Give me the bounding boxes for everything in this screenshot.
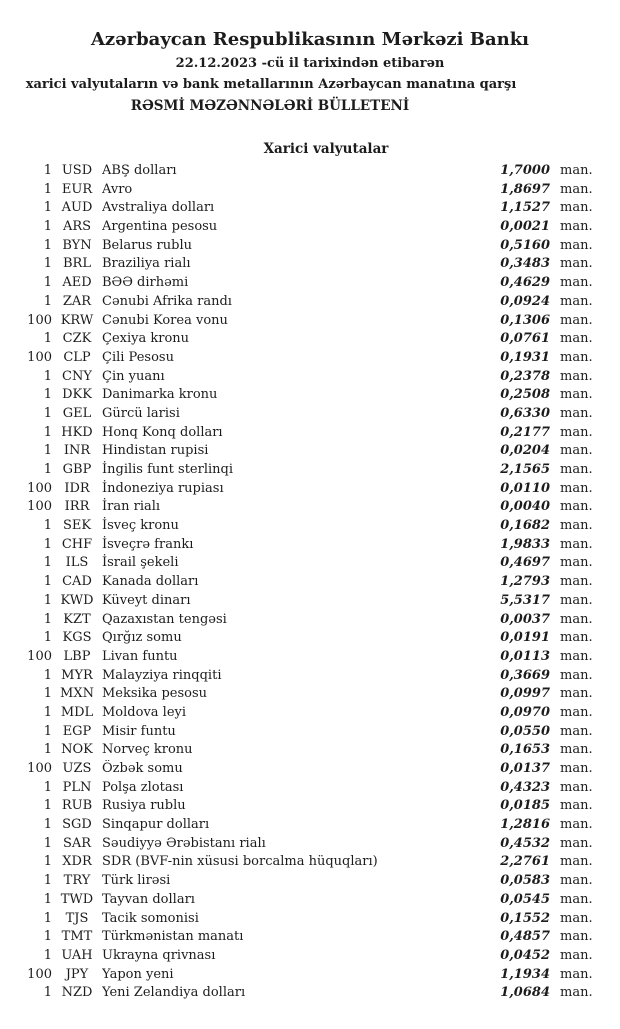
rate-value-cell: 0,4697 bbox=[500, 555, 550, 571]
table-row bbox=[0, 779, 600, 798]
currency-name-cell: İsrail şekeli bbox=[102, 555, 179, 571]
currency-code-cell: SEK bbox=[62, 518, 92, 534]
currency-code-cell: EGP bbox=[62, 723, 92, 739]
rate-value-cell: 2,1565 bbox=[500, 462, 550, 477]
quantity-cell: 1 bbox=[43, 555, 52, 571]
table-row bbox=[0, 330, 600, 349]
unit-cell: man. bbox=[560, 219, 593, 235]
currency-code-cell: MYR bbox=[61, 667, 93, 683]
table-row bbox=[0, 386, 600, 405]
unit-cell: man. bbox=[560, 237, 593, 253]
currency-name-cell: Argentina pesosu bbox=[102, 219, 218, 235]
table-row bbox=[0, 872, 600, 891]
quantity-cell: 1 bbox=[43, 256, 52, 272]
unit-cell: man. bbox=[560, 835, 593, 851]
rate-value-cell: 0,4532 bbox=[500, 835, 550, 851]
rate-value-cell: 2,2761 bbox=[500, 854, 550, 870]
currency-code-cell: MDL bbox=[60, 704, 94, 720]
quantity-cell: 1 bbox=[43, 985, 52, 1001]
unit-cell: man. bbox=[560, 686, 593, 702]
currency-name-cell: Polşa zlotası bbox=[102, 779, 184, 795]
quantity-cell: 1 bbox=[43, 817, 52, 833]
currency-code-cell: NOK bbox=[61, 742, 93, 758]
quantity-cell: 1 bbox=[43, 686, 52, 702]
currency-code-cell: INR bbox=[63, 443, 91, 459]
currency-name-cell: İndoneziya rupiası bbox=[102, 480, 224, 496]
table-row bbox=[0, 293, 600, 312]
table-row bbox=[0, 984, 600, 1003]
currency-name-cell: Kanada dolları bbox=[102, 574, 199, 590]
currency-code-cell: CAD bbox=[62, 574, 92, 590]
rate-value-cell: 0,2508 bbox=[500, 387, 550, 403]
rate-value-cell: 0,3483 bbox=[500, 256, 550, 272]
currency-name-cell: Braziliya rialı bbox=[102, 256, 191, 272]
currency-code-cell: KZT bbox=[63, 611, 91, 627]
unit-cell: man. bbox=[560, 630, 593, 646]
quantity-cell: 1 bbox=[43, 630, 52, 646]
currency-name-cell: Qazaxıstan tengəsi bbox=[102, 611, 227, 627]
quantity-cell: 100 bbox=[27, 312, 52, 328]
unit-cell: man. bbox=[560, 929, 593, 945]
unit-cell: man. bbox=[560, 518, 593, 534]
currency-code-cell: TRY bbox=[63, 873, 91, 889]
currency-code-cell: GBP bbox=[62, 462, 92, 477]
unit-cell: man. bbox=[560, 798, 593, 814]
currency-name-cell: Özbək somu bbox=[102, 761, 183, 776]
rate-value-cell: 0,0137 bbox=[500, 761, 550, 776]
rate-value-cell: 1,1527 bbox=[500, 200, 550, 216]
rate-value-cell: 0,0761 bbox=[500, 331, 550, 347]
table-row bbox=[0, 442, 600, 461]
currency-name-cell: Səudiyyə Ərəbistanı rialı bbox=[102, 835, 266, 851]
unit-cell: man. bbox=[560, 611, 593, 627]
table-row bbox=[0, 312, 600, 331]
currency-code-cell: CNY bbox=[62, 368, 92, 384]
currency-name-cell: Tayvan dolları bbox=[102, 891, 195, 907]
table-row bbox=[0, 723, 600, 742]
rate-value-cell: 1,2816 bbox=[500, 817, 550, 833]
currency-name-cell: ABŞ dolları bbox=[102, 163, 177, 178]
currency-name-cell: Çin yuanı bbox=[102, 368, 165, 384]
quantity-cell: 1 bbox=[43, 462, 52, 477]
rate-value-cell: 0,0583 bbox=[500, 873, 550, 889]
unit-cell: man. bbox=[560, 499, 593, 515]
currency-name-cell: İran rialı bbox=[102, 499, 161, 515]
table-row bbox=[0, 199, 600, 218]
unit-cell: man. bbox=[560, 966, 593, 982]
table-row bbox=[0, 237, 600, 256]
quantity-cell: 1 bbox=[43, 929, 52, 945]
unit-cell: man. bbox=[560, 574, 593, 590]
unit-cell: man. bbox=[560, 742, 593, 758]
table-row bbox=[0, 536, 600, 555]
rate-value-cell: 0,1306 bbox=[500, 312, 550, 328]
unit-cell: man. bbox=[560, 723, 593, 739]
currency-code-cell: KGS bbox=[62, 630, 92, 646]
currency-name-cell: SDR (BVF-nin xüsusi borcalma hüquqları) bbox=[102, 854, 378, 870]
currency-code-cell: IDR bbox=[64, 480, 90, 496]
table-row bbox=[0, 424, 600, 443]
rate-value-cell: 0,6330 bbox=[500, 405, 550, 421]
currency-name-cell: Moldova leyi bbox=[102, 704, 187, 720]
currency-code-cell: BRL bbox=[63, 256, 91, 272]
currency-code-cell: AED bbox=[62, 275, 92, 291]
quantity-cell: 1 bbox=[43, 368, 52, 384]
unit-cell: man. bbox=[560, 648, 593, 664]
currency-name-cell: Misir funtu bbox=[102, 723, 176, 739]
bank-name: Azərbaycan Respublikasının Mərkəzi Bankı bbox=[90, 29, 530, 50]
table-row bbox=[0, 629, 600, 648]
rate-value-cell: 0,5160 bbox=[500, 237, 550, 253]
unit-cell: man. bbox=[560, 349, 593, 365]
currency-name-cell: BƏƏ dirhəmi bbox=[102, 275, 189, 291]
quantity-cell: 1 bbox=[43, 611, 52, 627]
rate-value-cell: 0,0970 bbox=[500, 704, 550, 720]
table-row bbox=[0, 255, 600, 274]
currency-code-cell: KWD bbox=[60, 592, 94, 608]
quantity-cell: 1 bbox=[43, 947, 52, 963]
unit-cell: man. bbox=[560, 704, 593, 720]
unit-cell: man. bbox=[560, 163, 593, 178]
unit-cell: man. bbox=[560, 592, 593, 608]
currency-code-cell: KRW bbox=[60, 312, 94, 328]
table-row bbox=[0, 461, 600, 480]
unit-cell: man. bbox=[560, 331, 593, 347]
currency-name-cell: Meksika pesosu bbox=[102, 686, 208, 702]
unit-cell: man. bbox=[560, 536, 593, 552]
currency-name-cell: Rusiya rublu bbox=[102, 798, 186, 814]
quantity-cell: 1 bbox=[43, 779, 52, 795]
quantity-cell: 1 bbox=[43, 704, 52, 720]
rate-value-cell: 0,4629 bbox=[500, 275, 550, 291]
unit-cell: man. bbox=[560, 200, 593, 216]
rate-value-cell: 1,1934 bbox=[500, 966, 550, 982]
currency-name-cell: Yapon yeni bbox=[102, 966, 174, 982]
quantity-cell: 1 bbox=[43, 592, 52, 608]
unit-cell: man. bbox=[560, 293, 593, 309]
table-row bbox=[0, 760, 600, 779]
table-row bbox=[0, 573, 600, 592]
rate-value-cell: 0,0545 bbox=[500, 891, 550, 907]
quantity-cell: 1 bbox=[43, 835, 52, 851]
unit-cell: man. bbox=[560, 873, 593, 889]
currency-name-cell: Norveç kronu bbox=[102, 742, 193, 758]
unit-cell: man. bbox=[560, 256, 593, 272]
unit-cell: man. bbox=[560, 985, 593, 1001]
unit-cell: man. bbox=[560, 405, 593, 421]
currency-code-cell: MXN bbox=[60, 686, 94, 702]
currency-code-cell: DKK bbox=[62, 387, 92, 403]
currency-code-cell: ARS bbox=[62, 219, 92, 235]
currency-name-cell: Qırğız somu bbox=[102, 630, 182, 646]
quantity-cell: 1 bbox=[43, 891, 52, 907]
currency-name-cell: Avro bbox=[102, 181, 133, 197]
currency-name-cell: Belarus rublu bbox=[102, 237, 192, 253]
table-row bbox=[0, 685, 600, 704]
unit-cell: man. bbox=[560, 443, 593, 459]
currency-code-cell: IRR bbox=[64, 499, 90, 515]
unit-cell: man. bbox=[560, 555, 593, 571]
quantity-cell: 1 bbox=[43, 518, 52, 534]
currency-code-cell: TMT bbox=[61, 929, 93, 945]
unit-cell: man. bbox=[560, 761, 593, 776]
currency-name-cell: İngilis funt sterlinqi bbox=[102, 462, 233, 477]
table-row bbox=[0, 349, 600, 368]
rate-value-cell: 0,0550 bbox=[500, 723, 550, 739]
table-row bbox=[0, 741, 600, 760]
quantity-cell: 100 bbox=[27, 499, 52, 515]
quantity-cell: 100 bbox=[27, 761, 52, 776]
rate-value-cell: 0,2177 bbox=[500, 424, 550, 440]
currency-code-cell: XDR bbox=[62, 854, 92, 870]
currency-name-cell: Hindistan rupisi bbox=[102, 443, 209, 459]
quantity-cell: 1 bbox=[43, 742, 52, 758]
unit-cell: man. bbox=[560, 947, 593, 963]
quantity-cell: 1 bbox=[43, 798, 52, 814]
currency-name-cell: Sinqapur dolları bbox=[102, 817, 210, 833]
table-row bbox=[0, 274, 600, 293]
table-row bbox=[0, 480, 600, 499]
unit-cell: man. bbox=[560, 779, 593, 795]
table-row bbox=[0, 368, 600, 387]
table-row bbox=[0, 816, 600, 835]
currency-code-cell: ZAR bbox=[62, 293, 92, 309]
quantity-cell: 1 bbox=[43, 181, 52, 197]
currency-code-cell: SAR bbox=[62, 835, 92, 851]
unit-cell: man. bbox=[560, 854, 593, 870]
rate-value-cell: 0,0204 bbox=[500, 443, 550, 459]
currency-code-cell: ILS bbox=[65, 555, 89, 571]
unit-cell: man. bbox=[560, 480, 593, 496]
rate-value-cell: 0,0113 bbox=[500, 648, 550, 664]
unit-cell: man. bbox=[560, 424, 593, 440]
rate-value-cell: 0,0040 bbox=[500, 499, 550, 515]
currency-code-cell: TWD bbox=[60, 891, 94, 907]
currency-code-cell: NZD bbox=[61, 985, 93, 1001]
currency-name-cell: Honq Konq dolları bbox=[102, 424, 223, 440]
currency-code-cell: USD bbox=[61, 163, 93, 178]
currency-code-cell: HKD bbox=[61, 424, 93, 440]
quantity-cell: 1 bbox=[43, 163, 52, 178]
currency-name-cell: Küveyt dinarı bbox=[102, 592, 191, 608]
currency-code-cell: AUD bbox=[61, 200, 93, 216]
currency-name-cell: Cənubi Afrika randı bbox=[102, 293, 232, 309]
currency-name-cell: Gürcü larisi bbox=[102, 405, 180, 421]
currency-name-cell: Çexiya kronu bbox=[102, 331, 190, 347]
currency-name-cell: Livan funtu bbox=[102, 648, 178, 664]
quantity-cell: 1 bbox=[43, 723, 52, 739]
currency-name-cell: Ukrayna qrivnası bbox=[102, 947, 216, 963]
unit-cell: man. bbox=[560, 275, 593, 291]
currency-code-cell: EUR bbox=[61, 181, 93, 197]
rate-value-cell: 0,0021 bbox=[500, 219, 550, 235]
quantity-cell: 1 bbox=[43, 424, 52, 440]
rate-value-cell: 0,0037 bbox=[500, 611, 550, 627]
currency-name-cell: Avstraliya dolları bbox=[102, 200, 215, 216]
currency-name-cell: Çili Pesosu bbox=[102, 349, 174, 365]
currency-code-cell: JPY bbox=[65, 966, 89, 982]
table-row bbox=[0, 667, 600, 686]
quantity-cell: 100 bbox=[27, 966, 52, 982]
currency-code-cell: CZK bbox=[62, 331, 92, 347]
rate-value-cell: 0,1552 bbox=[500, 910, 550, 926]
table-row bbox=[0, 966, 600, 985]
rate-value-cell: 0,0452 bbox=[500, 947, 550, 963]
table-row bbox=[0, 592, 600, 611]
currency-name-cell: İsveçrə frankı bbox=[102, 536, 194, 552]
currency-code-cell: RUB bbox=[61, 798, 93, 814]
rate-value-cell: 0,0997 bbox=[500, 686, 550, 702]
currency-code-cell: LBP bbox=[63, 648, 91, 664]
currency-name-cell: Tacik somonisi bbox=[102, 910, 199, 926]
unit-cell: man. bbox=[560, 667, 593, 683]
table-row bbox=[0, 162, 600, 181]
quantity-cell: 1 bbox=[43, 854, 52, 870]
table-row bbox=[0, 835, 600, 854]
rate-value-cell: 0,0110 bbox=[500, 480, 550, 496]
rate-value-cell: 1,9833 bbox=[500, 536, 550, 552]
table-row bbox=[0, 910, 600, 929]
unit-cell: man. bbox=[560, 368, 593, 384]
quantity-cell: 100 bbox=[27, 480, 52, 496]
rate-value-cell: 0,0185 bbox=[500, 798, 550, 814]
currency-name-cell: Cənubi Korea vonu bbox=[102, 312, 228, 328]
subtitle-line: xarici valyutaların və bank metallarının Azərbaycan manatına qarşı bbox=[25, 77, 517, 92]
table-row bbox=[0, 554, 600, 573]
quantity-cell: 1 bbox=[43, 237, 52, 253]
currency-code-cell: BYN bbox=[62, 237, 92, 253]
table-row bbox=[0, 797, 600, 816]
rate-value-cell: 1,2793 bbox=[500, 574, 550, 590]
rate-value-cell: 0,4323 bbox=[500, 779, 550, 795]
quantity-cell: 1 bbox=[43, 293, 52, 309]
rate-value-cell: 0,4857 bbox=[500, 929, 550, 945]
currency-name-cell: Türkmənistan manatı bbox=[102, 929, 244, 945]
currency-code-cell: SGD bbox=[62, 817, 92, 833]
table-row bbox=[0, 891, 600, 910]
table-row bbox=[0, 704, 600, 723]
table-row bbox=[0, 181, 600, 200]
table-row bbox=[0, 218, 600, 237]
table-row bbox=[0, 517, 600, 536]
quantity-cell: 1 bbox=[43, 667, 52, 683]
table-row bbox=[0, 947, 600, 966]
currency-code-cell: CHF bbox=[61, 536, 93, 552]
rate-value-cell: 1,0684 bbox=[500, 985, 550, 1001]
quantity-cell: 1 bbox=[43, 405, 52, 421]
unit-cell: man. bbox=[560, 387, 593, 403]
rate-value-cell: 0,2378 bbox=[500, 368, 550, 384]
table-row bbox=[0, 853, 600, 872]
currency-code-cell: CLP bbox=[63, 349, 91, 365]
unit-cell: man. bbox=[560, 891, 593, 907]
quantity-cell: 1 bbox=[43, 387, 52, 403]
rate-value-cell: 0,1682 bbox=[500, 518, 550, 534]
unit-cell: man. bbox=[560, 817, 593, 833]
unit-cell: man. bbox=[560, 910, 593, 926]
table-row bbox=[0, 405, 600, 424]
currency-name-cell: İsveç kronu bbox=[102, 518, 179, 534]
section-title-foreign-currencies: Xarici valyutalar bbox=[263, 141, 389, 157]
currency-name-cell: Danimarka kronu bbox=[102, 387, 218, 403]
quantity-cell: 1 bbox=[43, 536, 52, 552]
table-row bbox=[0, 648, 600, 667]
currency-code-cell: TJS bbox=[65, 910, 89, 926]
quantity-cell: 1 bbox=[43, 910, 52, 926]
rate-value-cell: 0,0191 bbox=[500, 630, 550, 646]
currency-code-cell: UZS bbox=[62, 761, 92, 776]
table-row bbox=[0, 928, 600, 947]
currency-code-cell: UAH bbox=[61, 947, 93, 963]
quantity-cell: 100 bbox=[27, 648, 52, 664]
effective-date-line: 22.12.2023 -cü il tarixindən etibarən bbox=[175, 56, 445, 71]
rate-value-cell: 1,7000 bbox=[500, 163, 550, 178]
unit-cell: man. bbox=[560, 312, 593, 328]
rate-value-cell: 0,1931 bbox=[500, 349, 550, 365]
unit-cell: man. bbox=[560, 181, 593, 197]
quantity-cell: 1 bbox=[43, 219, 52, 235]
unit-cell: man. bbox=[560, 462, 593, 477]
quantity-cell: 1 bbox=[43, 331, 52, 347]
rate-value-cell: 5,5317 bbox=[500, 592, 550, 608]
quantity-cell: 1 bbox=[43, 200, 52, 216]
quantity-cell: 1 bbox=[43, 275, 52, 291]
quantity-cell: 1 bbox=[43, 873, 52, 889]
rate-value-cell: 0,1653 bbox=[500, 742, 550, 758]
currency-name-cell: Yeni Zelandiya dolları bbox=[102, 985, 246, 1001]
rate-value-cell: 1,8697 bbox=[500, 181, 550, 197]
table-row bbox=[0, 611, 600, 630]
bulletin-title: RƏSMİ MƏZƏNNƏLƏRİ BÜLLETENİ bbox=[130, 98, 410, 114]
currency-name-cell: Türk lirəsi bbox=[102, 873, 171, 889]
rate-value-cell: 0,3669 bbox=[500, 667, 550, 683]
currency-name-cell: Malayziya rinqqiti bbox=[102, 667, 222, 683]
table-row bbox=[0, 498, 600, 517]
rate-value-cell: 0,0924 bbox=[500, 293, 550, 309]
quantity-cell: 100 bbox=[27, 349, 52, 365]
currency-code-cell: GEL bbox=[62, 405, 92, 421]
currency-code-cell: PLN bbox=[62, 779, 92, 795]
quantity-cell: 1 bbox=[43, 443, 52, 459]
quantity-cell: 1 bbox=[43, 574, 52, 590]
rates-table bbox=[0, 162, 620, 1003]
